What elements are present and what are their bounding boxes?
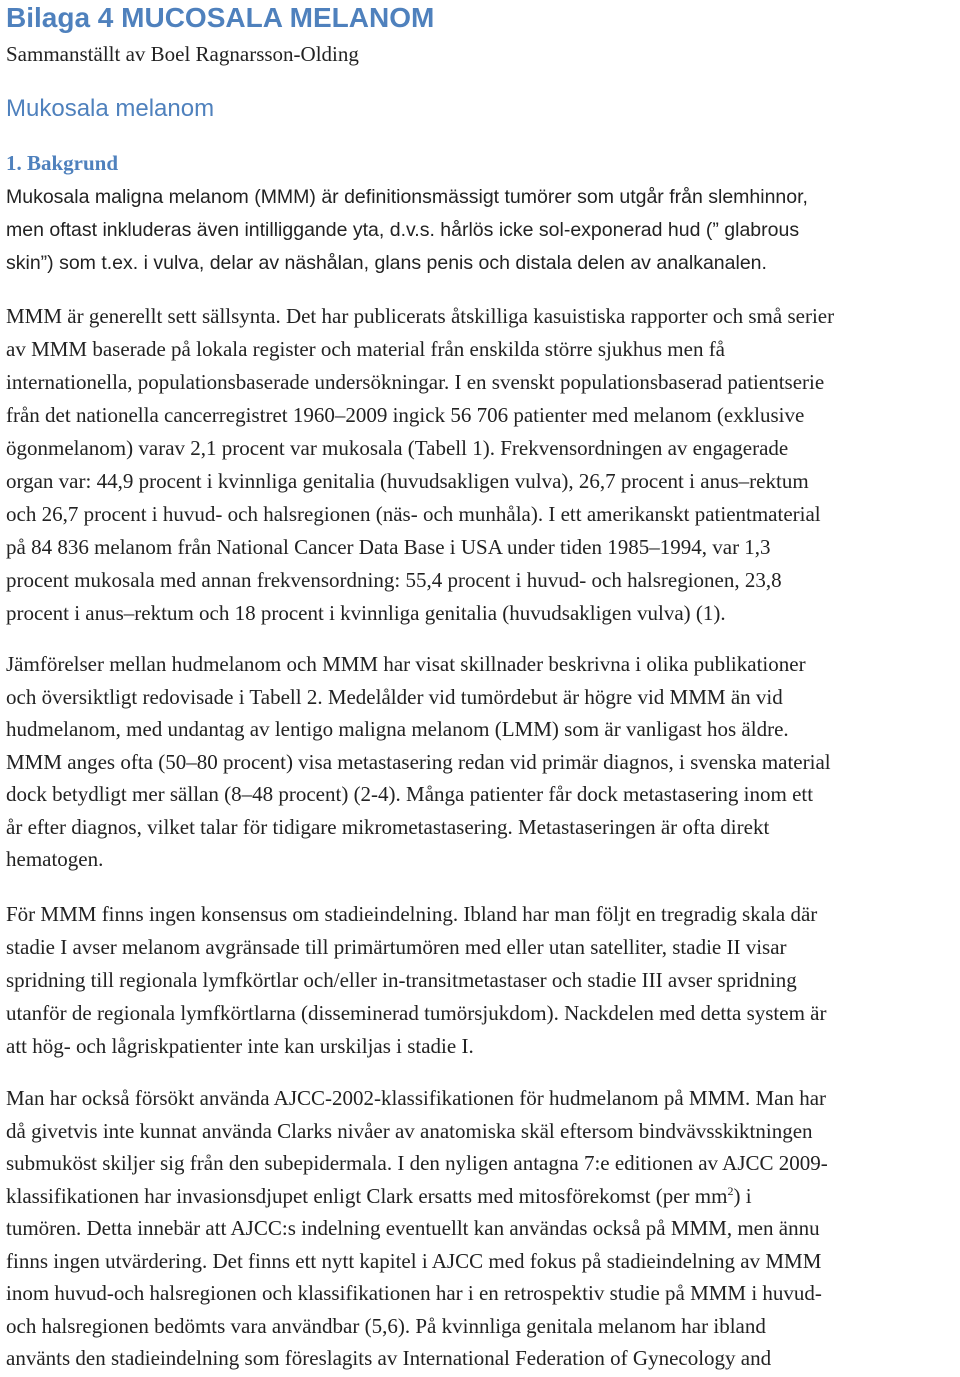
- document-title: Bilaga 4 MUCOSALA MELANOM: [6, 2, 435, 33]
- text-line: och översiktligt redovisade i Tabell 2. Medelålder vid tumördebut är högre vid MMM än vid: [6, 684, 783, 709]
- section-heading: Mukosala melanom: [6, 95, 215, 122]
- text-line: från det nationella cancerregistret 1960–2009 ingick 56 706 patienter med melanom (exklusive: [6, 403, 805, 427]
- text-line: men oftast inkluderas även intilliggande yta, d.v.s. hårlös icke sol-exponerad hud (” glabrous: [6, 219, 800, 241]
- subsection-heading: 1. Bakgrund: [6, 151, 119, 175]
- text-line: Mukosala maligna melanom (MMM) är definitionsmässigt tumörer som utgår från slemhinnor,: [6, 186, 808, 208]
- text-line: Jämförelser mellan hudmelanom och MMM har visat skillnader beskrivna i olika publikationer: [6, 652, 806, 676]
- paragraph-staging: [6, 898, 958, 1063]
- document-author: Sammanställt av Boel Ragnarsson-Olding: [6, 42, 359, 66]
- text-line: MMM är generellt sett sällsynta. Det har publicerats åtskilliga kasuistiska rapporter och små serier: [6, 304, 835, 328]
- text-line: på 84 836 melanom från National Cancer Data Base i USA under tiden 1985–1994, var 1,3: [6, 535, 771, 559]
- text-line: hematogen.: [6, 847, 104, 871]
- text-line: Man har också försökt använda AJCC-2002-klassifikationen för hudmelanom på MMM. Man har: [6, 1086, 827, 1110]
- text-line: organ var: 44,9 procent i kvinnliga genitalia (huvudsakligen vulva), 26,7 procent i anus–rektum: [6, 469, 809, 493]
- text-line: hudmelanom, med undantag av lentigo maligna melanom (LMM) som är vanligast hos äldre.: [6, 717, 789, 741]
- text-line: tumören. Detta innebär att AJCC:s indelning eventuellt kan användas också på MMM, men ännu: [6, 1216, 820, 1240]
- text-line: submuköst skiljer sig från den subepidermala. I den nyligen antagna 7:e editionen av AJCC 2009-: [6, 1151, 828, 1175]
- text-line: ögonmelanom) varav 2,1 procent var mukosala (Tabell 1). Frekvensordningen av engagerade: [6, 436, 789, 460]
- text-line: dock betydligt mer sällan (8–48 procent) (2-4). Många patienter får dock metastasering inom ett: [6, 782, 814, 806]
- intro-paragraph: [6, 181, 958, 280]
- paragraph-ajcc: [6, 1082, 958, 1375]
- paragraph-prevalence: [6, 300, 958, 630]
- text-line: spridning till regionala lymfkörtlar och/eller in-transitmetastaser och stadie III avser spridning: [6, 968, 797, 992]
- text-line: procent mukosala med annan frekvensordning: 55,4 procent i huvud- och halsregionen, 23,8: [6, 568, 782, 592]
- text-line: utanför de regionala lymfkörtlarna (disseminerad tumörsjukdom). Nackdelen med detta system är: [6, 1001, 827, 1025]
- text-line: inom huvud-och halsregionen och klassifikationen har i en retrospektiv studie på MMM i huvud-: [6, 1281, 822, 1305]
- text-line: procent i anus–rektum och 18 procent i kvinnliga genitalia (huvudsakligen vulva) (1).: [6, 601, 726, 625]
- text-line: MMM anges ofta (50–80 procent) visa metastasering redan vid primär diagnos, i svenska material: [6, 749, 831, 774]
- text-line: skin”) som t.ex. i vulva, delar av näshålan, glans penis och distala delen av analkanalen.: [6, 252, 767, 274]
- text-line: internationella, populationsbaserade undersökningar. I en svenskt populationsbaserad patientserie: [6, 370, 825, 394]
- text-line: av MMM baserade på lokala register och material från enskilda större sjukhus men få: [6, 337, 726, 361]
- text-line: finns ingen utvärdering. Det finns ett nytt kapitel i AJCC med fokus på stadieindelning av MMM: [6, 1248, 822, 1273]
- text-line: år efter diagnos, vilket talar för tidigare mikrometastasering. Metastaseringen är ofta direkt: [6, 814, 770, 839]
- text-line: stadie I avser melanom avgränsade till primärtumören med eller utan satelliter, stadie II visar: [6, 935, 787, 959]
- text-line: och halsregionen bedömts vara användbar (5,6). På kvinnliga genitala melanom har ibland: [6, 1313, 766, 1338]
- paragraph-comparison: [6, 648, 958, 876]
- text-segment: ) i: [733, 1183, 752, 1208]
- text-line-with-superscript: [6, 1180, 958, 1213]
- text-line: då givetvis inte kunnat använda Clarks nivåer av anatomiska skäl eftersom bindvävsskiktningen: [6, 1118, 813, 1143]
- text-line: att hög- och lågriskpatienter inte kan urskiljas i stadie I.: [6, 1034, 474, 1058]
- text-line: För MMM finns ingen konsensus om stadieindelning. Ibland har man följt en tregradig skala där: [6, 902, 818, 926]
- superscript: 2: [727, 1183, 734, 1198]
- text-segment: klassifikationen har invasionsdjupet enligt Clark ersatts med mitosförekomst (per mm: [6, 1183, 728, 1208]
- text-line: använts den stadieindelning som föreslagits av International Federation of Gynecology and: [6, 1346, 772, 1370]
- text-line: och 26,7 procent i huvud- och halsregionen (näs- och munhåla). I ett amerikanskt patientmaterial: [6, 502, 821, 526]
